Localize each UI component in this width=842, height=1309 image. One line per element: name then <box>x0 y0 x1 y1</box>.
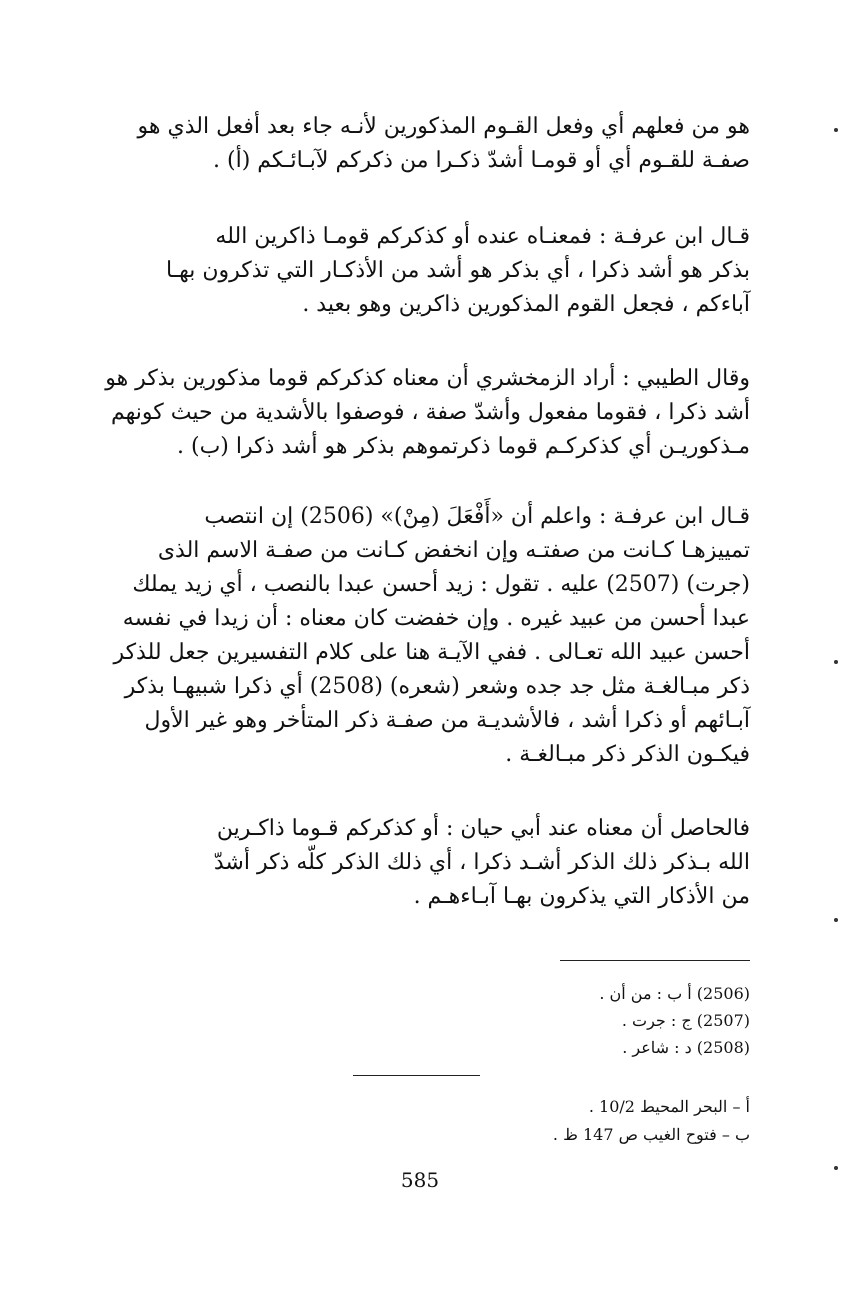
paragraph-line: قـال ابن عرفـة : واعلم أن «أَفْعَلَ (مِنْ)» (2506) إن انتصب <box>204 504 750 529</box>
paragraph-line: آبـائهم أو ذكرا أشد ، فالأشديـة من صفـة ذكر المتأخر وهو غير الأول <box>144 708 750 733</box>
paragraph-line: قـال ابن عرفـة : فمعنـاه عنده أو كذكركم قومـا ذاكرين الله <box>215 224 750 249</box>
footnote-2506: (2506) أ ب : من أن . <box>599 984 750 1003</box>
paragraph-line: (جرت) (2507) عليه . تقول : زيد أحسن عبدا بالنصب ، أي زيد يملك <box>132 572 750 597</box>
footnote-2507: (2507) ج : جرت . <box>621 1011 750 1030</box>
source-footnotes <box>92 1093 750 1149</box>
paragraph-2 <box>92 220 750 322</box>
paragraph-1 <box>92 110 750 178</box>
margin-mark <box>834 128 838 132</box>
paragraph-line: وقال الطيبي : أراد الزمخشري أن معناه كذكركم قوما مذكورين بذكر هو <box>105 366 750 391</box>
paragraph-line: ذكر مبـالغـة مثل جد جده وشعر (شعره) (2508) أي ذكرا شبيهـا بذكر <box>124 674 750 699</box>
paragraph-line: أشد ذكرا ، فقوما مفعول وأشدّ صفة ، فوصفوا بالأشدية من حيث كونهم <box>111 400 750 425</box>
source-note-b: ب – فتوح الغيب ص 147 ظ . <box>552 1125 750 1144</box>
margin-mark <box>834 918 838 922</box>
paragraph-line: فالحاصل أن معناه عند أبي حيان : أو كذكركم قـوما ذاكـرين <box>216 816 750 841</box>
paragraph-5 <box>92 812 750 914</box>
paragraph-line: فيكـون الذكر ذكر مبـالغـة . <box>505 742 750 767</box>
paragraph-line: صفـة للقـوم أي أو قومـا أشدّ ذكـرا من ذكركم لآبـائـكم (أ) . <box>213 148 750 173</box>
source-note-a: أ – البحر المحيط 10/2 . <box>588 1097 750 1116</box>
footnote-2508: (2508) د : شاعر . <box>622 1038 750 1057</box>
footnote-divider <box>560 960 750 961</box>
paragraph-line: آباءكم ، فجعل القوم المذكورين ذاكرين وهو بعيد . <box>302 292 750 317</box>
variant-footnotes <box>92 980 750 1061</box>
paragraph-line: عبدا أحسن من عبيد غيره . وإن خفضت كان معناه : أن زيدا في نفسه <box>122 606 750 631</box>
paragraph-line: الله بـذكر ذلك الذكر أشـد ذكرا ، أي ذلك الذكر كلّه ذكر أشدّ <box>213 850 750 875</box>
paragraph-3 <box>92 362 750 464</box>
paragraph-line: أحسن عبيد الله تعـالى . ففي الآيـة هنا على كلام التفسيرين جعل للذكر <box>113 640 750 665</box>
paragraph-line: بذكر هو أشد ذكرا ، أي بذكر هو أشد من الأذكـار التي تذكرون بهـا <box>165 258 750 283</box>
page-number: 585 <box>400 1168 440 1192</box>
paragraph-line: هو من فعلهم أي وفعل القـوم المذكورين لأنـه جاء بعد أفعل الذي هو <box>137 114 750 139</box>
paragraph-line: مـذكوريـن أي كذكركـم قوما ذكرتموهم بذكر هو أشد ذكرا (ب) . <box>177 434 750 459</box>
margin-mark <box>834 660 838 664</box>
paragraph-line: تمييزهـا كـانت من صفتـه وإن انخفض كـانت من صفـة الاسم الذى <box>157 538 750 563</box>
source-divider <box>353 1075 480 1076</box>
paragraph-4 <box>92 500 750 772</box>
margin-mark <box>834 1166 838 1170</box>
paragraph-line: من الأذكار التي يذكرون بهـا آبـاءهـم . <box>413 884 750 909</box>
